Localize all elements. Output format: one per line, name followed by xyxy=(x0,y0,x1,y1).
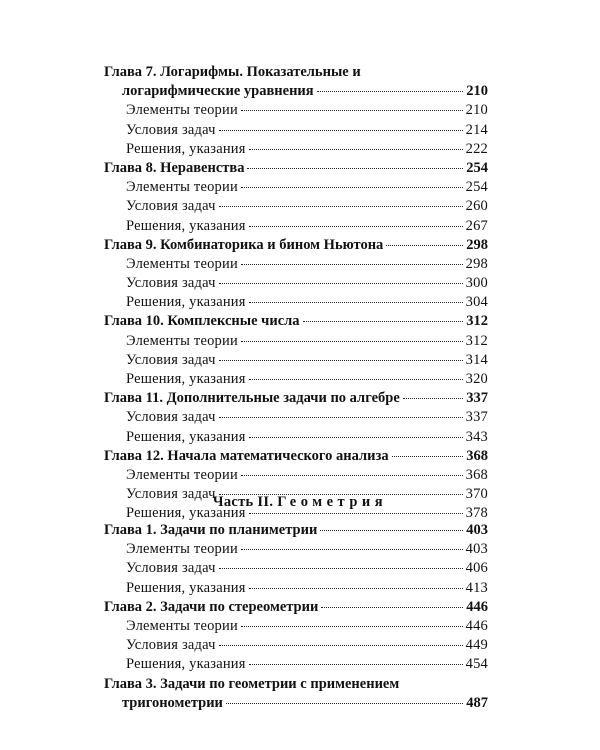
chapter-entry xyxy=(104,447,488,466)
section-entry-page: 449 xyxy=(465,637,488,654)
section-entry-title: Решения, указания xyxy=(126,217,246,234)
section-entry xyxy=(104,617,488,636)
dot-leader xyxy=(249,302,463,303)
toc-part-2 xyxy=(104,521,488,713)
chapter-entry-title: логарифмические уравнения xyxy=(122,83,314,100)
dot-leader xyxy=(320,530,463,531)
section-entry xyxy=(104,332,488,351)
dot-leader xyxy=(303,321,464,322)
chapter-entry-page: 446 xyxy=(466,598,488,615)
chapter-entry-title: Глава 1. Задачи по планиметрии xyxy=(104,522,318,538)
chapter-entry-title: Глава 2. Задачи по стереометрии xyxy=(104,598,319,615)
chapter-entry-page: 368 xyxy=(466,447,488,464)
dot-leader xyxy=(249,437,463,438)
chapter-entry xyxy=(104,389,488,408)
section-entry-title: Элементы теории xyxy=(126,541,238,558)
section-entry-title: Элементы теории xyxy=(126,255,238,272)
section-entry xyxy=(104,121,488,140)
section-entry-page: 413 xyxy=(465,579,488,596)
section-entry-page: 337 xyxy=(465,409,488,426)
section-entry xyxy=(104,274,488,293)
dot-leader xyxy=(219,283,463,284)
section-entry xyxy=(104,655,488,674)
chapter-entry-page: 298 xyxy=(466,236,488,253)
dot-leader xyxy=(249,149,463,150)
dot-leader xyxy=(219,568,463,569)
chapter-entry-title: Глава 9. Комбинаторика и бином Ньютона xyxy=(104,236,384,253)
chapter-entry-heading xyxy=(104,63,488,82)
section-entry xyxy=(104,370,488,389)
section-entry-title: Решения, указания xyxy=(126,428,246,445)
section-entry xyxy=(104,559,488,578)
section-entry-title: Условия задач xyxy=(126,637,216,654)
section-entry-title: Элементы теории xyxy=(126,102,238,119)
section-entry-page: 260 xyxy=(465,198,488,215)
chapter-entry xyxy=(104,312,488,331)
section-entry-page: 254 xyxy=(465,179,488,196)
dot-leader xyxy=(241,187,463,188)
section-entry-page: 314 xyxy=(465,351,488,368)
chapter-title: Глава 3. Задачи по геометрии с применением xyxy=(104,675,400,692)
section-entry-page: 368 xyxy=(465,466,488,483)
section-entry-page: 378 xyxy=(465,505,488,522)
section-entry xyxy=(104,255,488,274)
section-entry-page: 446 xyxy=(465,617,488,634)
dot-leader xyxy=(403,398,463,399)
dot-leader xyxy=(241,475,463,476)
dot-leader xyxy=(241,341,463,342)
dot-leader xyxy=(392,456,464,457)
section-entry xyxy=(104,197,488,216)
chapter-entry-heading xyxy=(104,675,488,694)
dot-leader xyxy=(219,417,463,418)
dot-leader xyxy=(249,588,463,589)
section-entry xyxy=(104,293,488,312)
section-entry xyxy=(104,140,488,159)
dot-leader xyxy=(219,206,463,207)
section-entry-title: Условия задач xyxy=(126,275,216,292)
section-entry-title: Решения, указания xyxy=(126,579,246,596)
dot-leader xyxy=(321,607,463,608)
section-entry xyxy=(104,408,488,427)
dot-leader xyxy=(249,226,463,227)
chapter-entry xyxy=(104,521,488,540)
section-entry-page: 403 xyxy=(465,541,488,558)
chapter-entry-page: 210 xyxy=(466,83,488,100)
section-entry xyxy=(104,636,488,655)
section-entry xyxy=(104,428,488,447)
chapter-entry-title: Глава 11. Дополнительные задачи по алгебре xyxy=(104,390,400,407)
chapter-entry-page: 254 xyxy=(466,159,488,176)
part-2-title: Геометрия xyxy=(277,494,388,510)
chapter-entry-title: Глава 8. Неравенства xyxy=(104,159,245,176)
section-entry-title: Решения, указания xyxy=(126,371,246,387)
section-entry-title: Элементы теории xyxy=(126,617,238,634)
chapter-entry-page: 487 xyxy=(466,694,488,711)
section-entry-page: 267 xyxy=(465,217,488,234)
chapter-title: Глава 7. Логарифмы. Показательные и xyxy=(104,64,361,80)
section-entry xyxy=(104,101,488,120)
section-entry xyxy=(104,217,488,236)
section-entry-page: 454 xyxy=(465,656,488,673)
section-entry-title: Решения, указания xyxy=(126,505,246,522)
dot-leader xyxy=(247,168,463,169)
chapter-entry-title: тригонометрии xyxy=(122,694,223,711)
section-entry-page: 320 xyxy=(465,371,488,387)
part-2-label: Часть II. xyxy=(212,494,274,510)
section-entry-page: 312 xyxy=(465,332,488,349)
chapter-entry-page: 337 xyxy=(466,390,488,407)
section-entry-page: 304 xyxy=(465,294,488,311)
section-entry-title: Элементы теории xyxy=(126,179,238,196)
section-entry-page: 370 xyxy=(465,486,488,503)
dot-leader xyxy=(249,379,463,380)
chapter-entry xyxy=(104,694,488,713)
section-entry-title: Условия задач xyxy=(126,121,216,138)
dot-leader xyxy=(386,245,463,246)
section-entry xyxy=(104,540,488,559)
section-entry-title: Элементы теории xyxy=(126,332,238,349)
chapter-entry-page: 312 xyxy=(466,313,488,330)
section-entry xyxy=(104,579,488,598)
toc-part-1 xyxy=(104,63,488,524)
section-entry-title: Решения, указания xyxy=(126,140,246,157)
section-entry-title: Условия задач xyxy=(126,560,216,577)
dot-leader xyxy=(226,703,463,704)
section-entry xyxy=(104,466,488,485)
dot-leader xyxy=(241,626,463,627)
dot-leader xyxy=(219,130,463,131)
chapter-entry-title: Глава 12. Начала математического анализа xyxy=(104,447,389,464)
dot-leader xyxy=(249,664,463,665)
section-entry-title: Условия задач xyxy=(126,486,216,503)
chapter-entry xyxy=(104,159,488,178)
section-entry-page: 406 xyxy=(465,560,488,577)
dot-leader xyxy=(241,110,463,111)
dot-leader xyxy=(241,549,463,550)
section-entry-page: 214 xyxy=(465,121,488,138)
part-2-heading xyxy=(0,494,600,511)
dot-leader xyxy=(317,91,464,92)
chapter-entry xyxy=(104,82,488,101)
dot-leader xyxy=(249,513,463,514)
section-entry xyxy=(104,178,488,197)
section-entry-title: Условия задач xyxy=(126,198,216,215)
section-entry-title: Решения, указания xyxy=(126,656,246,673)
section-entry-page: 222 xyxy=(465,140,488,157)
chapter-entry-title: Глава 10. Комплексные числа xyxy=(104,313,300,330)
section-entry-title: Условия задач xyxy=(126,351,216,368)
section-entry-page: 300 xyxy=(465,275,488,292)
section-entry-page: 210 xyxy=(465,102,488,119)
section-entry-title: Элементы теории xyxy=(126,466,238,483)
section-entry-page: 343 xyxy=(465,428,488,445)
section-entry-page: 298 xyxy=(465,255,488,272)
section-entry-title: Решения, указания xyxy=(126,294,246,311)
chapter-entry-page: 403 xyxy=(466,522,488,538)
section-entry xyxy=(104,351,488,370)
section-entry-title: Условия задач xyxy=(126,409,216,426)
dot-leader xyxy=(219,360,463,361)
dot-leader xyxy=(241,264,463,265)
dot-leader xyxy=(219,645,463,646)
chapter-entry xyxy=(104,236,488,255)
chapter-entry xyxy=(104,598,488,617)
